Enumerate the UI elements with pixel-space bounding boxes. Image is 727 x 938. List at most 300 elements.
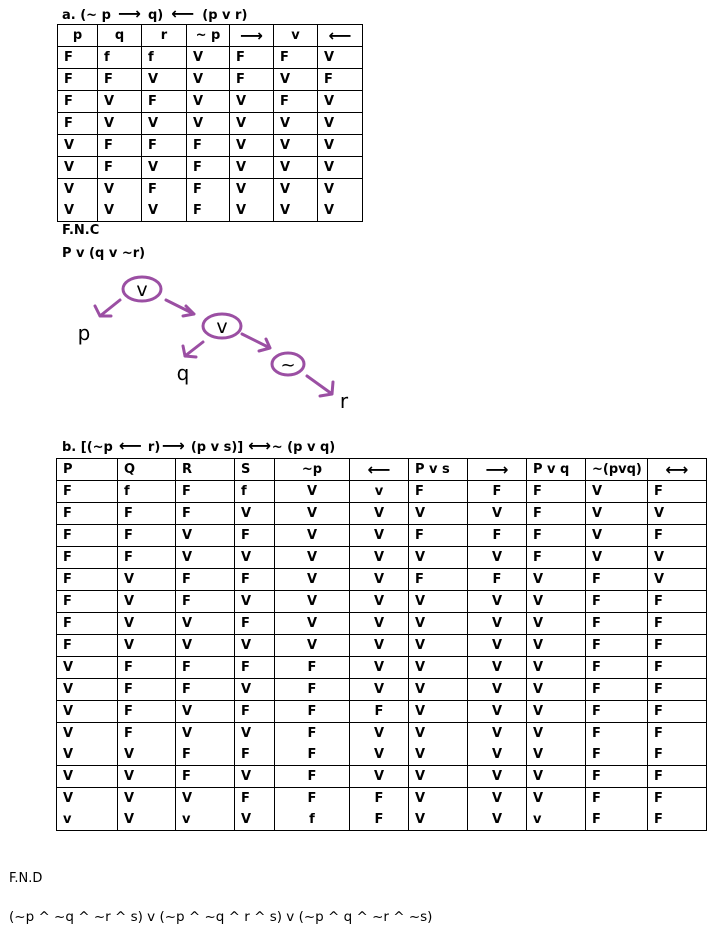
- cell: F: [176, 481, 235, 503]
- cell: F: [98, 135, 142, 157]
- cell: F: [142, 135, 187, 157]
- cell: F: [274, 91, 318, 113]
- cell: F: [57, 591, 118, 613]
- cell: F: [586, 569, 648, 591]
- cell: F: [409, 569, 468, 591]
- cell: V: [468, 788, 527, 810]
- cell: V: [230, 179, 274, 201]
- cell: V: [57, 788, 118, 810]
- table-a-header: [58, 25, 363, 47]
- cell: V: [235, 591, 275, 613]
- cell: V: [409, 788, 468, 810]
- cell: V: [98, 91, 142, 113]
- cell: F: [176, 569, 235, 591]
- cell: V: [409, 679, 468, 701]
- cell: F: [275, 679, 350, 701]
- cell: F: [176, 679, 235, 701]
- cell: F: [586, 657, 648, 679]
- header-not-p: ~ p: [187, 25, 230, 47]
- cell: V: [118, 569, 176, 591]
- header-implies: ⟶: [230, 25, 274, 47]
- root-or-node-label: v: [136, 279, 148, 301]
- cell: f: [142, 47, 187, 69]
- cell: V: [142, 157, 187, 179]
- cell: F: [235, 701, 275, 723]
- cell: F: [230, 47, 274, 69]
- cell: V: [118, 613, 176, 635]
- title-b-part-2: r): [147, 440, 161, 455]
- table-row: [58, 157, 363, 179]
- arrow-to-not-icon: [242, 334, 270, 351]
- header-P: P: [57, 459, 118, 481]
- cell: V: [275, 613, 350, 635]
- header-reverse-implies: ⟵: [318, 25, 363, 47]
- header-not-p-or-q: ~(pvq): [586, 459, 648, 481]
- cell: v: [350, 481, 409, 503]
- right-arrow-icon: ⟶: [117, 4, 141, 23]
- cell: F: [586, 788, 648, 810]
- fnd-formula: (~p ^ ~q ^ ~r ^ s) v (~p ^ ~q ^ r ^ s) v (~p ^ q ^ ~r ^ ~s): [9, 909, 433, 925]
- cell: F: [275, 744, 350, 766]
- cell: F: [275, 701, 350, 723]
- cell: V: [176, 723, 235, 745]
- cell: V: [58, 179, 98, 201]
- cell: F: [187, 200, 230, 222]
- table-row: [57, 701, 707, 723]
- cell: F: [275, 657, 350, 679]
- arrow-to-mid-icon: [166, 300, 194, 316]
- cell: F: [235, 788, 275, 810]
- cell: V: [118, 809, 176, 831]
- section-b-title: [62, 436, 335, 455]
- cell: V: [527, 679, 586, 701]
- cell: F: [176, 591, 235, 613]
- header-S: S: [235, 459, 275, 481]
- cell: V: [58, 157, 98, 179]
- cell: v: [527, 809, 586, 831]
- cell: V: [350, 503, 409, 525]
- header-implies: ⟶: [468, 459, 527, 481]
- cell: V: [118, 635, 176, 657]
- cell: V: [350, 679, 409, 701]
- mid-or-node-label: v: [216, 316, 228, 338]
- cell: V: [318, 157, 363, 179]
- cell: F: [648, 481, 707, 503]
- header-q: q: [98, 25, 142, 47]
- cell: F: [235, 613, 275, 635]
- title-a-part-1: a. (~ p: [62, 8, 111, 23]
- cell: V: [350, 766, 409, 788]
- table-row: [57, 635, 707, 657]
- cell: f: [118, 481, 176, 503]
- header-or: v: [274, 25, 318, 47]
- cell: V: [527, 613, 586, 635]
- cell: V: [409, 766, 468, 788]
- header-r: r: [142, 25, 187, 47]
- cell: V: [176, 547, 235, 569]
- fnc-formula: P v (q v ~r): [62, 246, 146, 261]
- cell: V: [275, 481, 350, 503]
- cell: V: [350, 569, 409, 591]
- arrow-to-p-icon: [95, 300, 120, 316]
- section-a-title: [62, 4, 247, 23]
- cell: F: [57, 481, 118, 503]
- cell: V: [275, 525, 350, 547]
- cell: V: [648, 569, 707, 591]
- table-row: [58, 135, 363, 157]
- cell: F: [648, 657, 707, 679]
- cell: F: [586, 744, 648, 766]
- cell: F: [586, 809, 648, 831]
- title-b-part-1: b. [(~p: [62, 440, 113, 455]
- table-row: [57, 569, 707, 591]
- table-row: [58, 179, 363, 201]
- cell: V: [118, 788, 176, 810]
- cell: V: [409, 657, 468, 679]
- cell: F: [98, 157, 142, 179]
- cell: V: [527, 701, 586, 723]
- cell: V: [235, 723, 275, 745]
- left-arrow-icon: ⟵: [118, 436, 142, 455]
- cell: F: [648, 613, 707, 635]
- cell: V: [350, 723, 409, 745]
- cell: V: [318, 200, 363, 222]
- cell: F: [142, 179, 187, 201]
- cell: F: [57, 547, 118, 569]
- cell: V: [118, 591, 176, 613]
- cell: F: [57, 569, 118, 591]
- cell: V: [527, 766, 586, 788]
- cell: F: [118, 679, 176, 701]
- cell: F: [176, 744, 235, 766]
- cell: F: [586, 723, 648, 745]
- syntax-tree-diagram: [70, 268, 360, 418]
- cell: F: [57, 635, 118, 657]
- table-row: [58, 69, 363, 91]
- cell: V: [57, 657, 118, 679]
- cell: V: [176, 701, 235, 723]
- cell: F: [58, 69, 98, 91]
- cell: F: [176, 657, 235, 679]
- cell: V: [230, 157, 274, 179]
- cell: V: [274, 135, 318, 157]
- cell: V: [586, 525, 648, 547]
- header-not-p: ~p: [275, 459, 350, 481]
- header-p-or-q: P v q: [527, 459, 586, 481]
- cell: F: [648, 635, 707, 657]
- header-biconditional: ⟷: [648, 459, 707, 481]
- cell: F: [648, 744, 707, 766]
- cell: F: [648, 788, 707, 810]
- cell: V: [57, 766, 118, 788]
- table-b-header: [57, 459, 707, 481]
- cell: V: [409, 744, 468, 766]
- cell: F: [274, 47, 318, 69]
- cell: V: [409, 591, 468, 613]
- cell: V: [350, 635, 409, 657]
- cell: V: [118, 744, 176, 766]
- cell: V: [274, 157, 318, 179]
- cell: V: [350, 744, 409, 766]
- table-row: [57, 547, 707, 569]
- cell: F: [409, 481, 468, 503]
- cell: V: [274, 179, 318, 201]
- cell: V: [176, 635, 235, 657]
- header-reverse-implies: ⟵: [350, 459, 409, 481]
- cell: V: [409, 723, 468, 745]
- cell: V: [176, 788, 235, 810]
- cell: F: [586, 766, 648, 788]
- cell: V: [468, 635, 527, 657]
- cell: V: [318, 47, 363, 69]
- cell: V: [648, 503, 707, 525]
- cell: F: [235, 525, 275, 547]
- cell: V: [57, 744, 118, 766]
- cell: F: [586, 591, 648, 613]
- cell: F: [118, 723, 176, 745]
- cell: V: [57, 701, 118, 723]
- cell: F: [527, 525, 586, 547]
- table-row: [58, 47, 363, 69]
- cell: F: [527, 547, 586, 569]
- cell: V: [318, 179, 363, 201]
- cell: F: [187, 157, 230, 179]
- cell: V: [350, 657, 409, 679]
- cell: V: [527, 788, 586, 810]
- cell: V: [527, 744, 586, 766]
- cell: F: [409, 525, 468, 547]
- cell: V: [527, 569, 586, 591]
- cell: V: [187, 91, 230, 113]
- truth-table-b: [56, 458, 707, 831]
- cell: F: [586, 679, 648, 701]
- cell: F: [318, 69, 363, 91]
- cell: F: [58, 91, 98, 113]
- cell: F: [235, 657, 275, 679]
- cell: V: [57, 723, 118, 745]
- cell: V: [468, 503, 527, 525]
- cell: F: [187, 135, 230, 157]
- cell: V: [58, 135, 98, 157]
- cell: V: [235, 503, 275, 525]
- title-b-part-4: ~ (p v q): [271, 440, 336, 455]
- cell: F: [176, 503, 235, 525]
- cell: V: [468, 809, 527, 831]
- header-R: R: [176, 459, 235, 481]
- cell: f: [275, 809, 350, 831]
- cell: F: [58, 47, 98, 69]
- cell: V: [527, 723, 586, 745]
- cell: F: [648, 701, 707, 723]
- cell: v: [176, 809, 235, 831]
- arrow-to-r-icon: [307, 376, 333, 396]
- cell: F: [176, 766, 235, 788]
- cell: V: [468, 766, 527, 788]
- table-row: [57, 525, 707, 547]
- cell: V: [230, 135, 274, 157]
- cell: V: [527, 635, 586, 657]
- cell: V: [230, 91, 274, 113]
- cell: V: [468, 547, 527, 569]
- cell: V: [468, 613, 527, 635]
- cell: V: [275, 635, 350, 657]
- fnd-label: F.N.D: [9, 871, 43, 886]
- cell: V: [468, 591, 527, 613]
- cell: F: [275, 766, 350, 788]
- cell: V: [409, 635, 468, 657]
- cell: V: [176, 613, 235, 635]
- cell: F: [275, 723, 350, 745]
- cell: V: [274, 113, 318, 135]
- cell: V: [187, 113, 230, 135]
- cell: F: [230, 69, 274, 91]
- cell: F: [98, 69, 142, 91]
- table-row: [57, 657, 707, 679]
- cell: V: [235, 635, 275, 657]
- cell: V: [468, 723, 527, 745]
- cell: F: [586, 635, 648, 657]
- cell: V: [176, 525, 235, 547]
- cell: F: [57, 503, 118, 525]
- table-row: [57, 788, 707, 810]
- cell: F: [648, 723, 707, 745]
- cell: F: [235, 569, 275, 591]
- cell: V: [409, 503, 468, 525]
- table-row: [57, 723, 707, 745]
- cell: F: [187, 179, 230, 201]
- cell: V: [118, 766, 176, 788]
- cell: f: [235, 481, 275, 503]
- cell: F: [586, 701, 648, 723]
- cell: V: [58, 200, 98, 222]
- cell: F: [118, 525, 176, 547]
- cell: F: [118, 547, 176, 569]
- cell: F: [350, 809, 409, 831]
- truth-table-a: [57, 24, 363, 222]
- table-row: [57, 481, 707, 503]
- cell: F: [350, 701, 409, 723]
- cell: V: [230, 113, 274, 135]
- leaf-r: r: [339, 389, 349, 413]
- cell: V: [409, 701, 468, 723]
- cell: V: [318, 135, 363, 157]
- cell: V: [274, 69, 318, 91]
- not-node-label: ~: [280, 355, 296, 376]
- cell: F: [118, 503, 176, 525]
- leaf-q: q: [176, 361, 190, 385]
- cell: V: [468, 679, 527, 701]
- cell: V: [468, 657, 527, 679]
- cell: F: [235, 744, 275, 766]
- cell: V: [142, 69, 187, 91]
- cell: F: [118, 701, 176, 723]
- cell: V: [409, 547, 468, 569]
- cell: V: [57, 679, 118, 701]
- cell: V: [275, 547, 350, 569]
- header-Q: Q: [118, 459, 176, 481]
- cell: V: [409, 809, 468, 831]
- cell: V: [318, 91, 363, 113]
- table-row: [58, 91, 363, 113]
- cell: V: [318, 113, 363, 135]
- cell: V: [468, 744, 527, 766]
- cell: F: [586, 613, 648, 635]
- right-arrow-icon: ⟶: [161, 436, 185, 455]
- cell: v: [57, 809, 118, 831]
- cell: V: [235, 809, 275, 831]
- cell: V: [350, 613, 409, 635]
- cell: F: [58, 113, 98, 135]
- cell: V: [409, 613, 468, 635]
- cell: F: [648, 809, 707, 831]
- cell: F: [527, 503, 586, 525]
- title-a-part-3: (p v r): [202, 8, 248, 23]
- cell: V: [275, 569, 350, 591]
- cell: V: [98, 113, 142, 135]
- cell: V: [350, 547, 409, 569]
- cell: F: [142, 91, 187, 113]
- header-p-or-s: P v s: [409, 459, 468, 481]
- cell: F: [527, 481, 586, 503]
- cell: F: [57, 525, 118, 547]
- cell: V: [527, 591, 586, 613]
- header-p: p: [58, 25, 98, 47]
- cell: V: [98, 179, 142, 201]
- cell: V: [350, 525, 409, 547]
- table-row: [57, 679, 707, 701]
- cell: V: [586, 547, 648, 569]
- arrow-to-q-icon: [183, 342, 203, 357]
- cell: V: [527, 657, 586, 679]
- cell: F: [648, 591, 707, 613]
- cell: F: [275, 788, 350, 810]
- cell: V: [586, 503, 648, 525]
- cell: F: [648, 525, 707, 547]
- cell: V: [142, 200, 187, 222]
- cell: V: [235, 679, 275, 701]
- title-b-part-3: (p v s)]: [190, 440, 244, 455]
- cell: V: [187, 69, 230, 91]
- table-row: [57, 503, 707, 525]
- cell: F: [648, 679, 707, 701]
- cell: V: [350, 591, 409, 613]
- cell: F: [350, 788, 409, 810]
- cell: F: [118, 657, 176, 679]
- cell: V: [98, 200, 142, 222]
- cell: F: [468, 481, 527, 503]
- table-row: [57, 744, 707, 766]
- cell: V: [235, 547, 275, 569]
- cell: V: [187, 47, 230, 69]
- table-row: [58, 113, 363, 135]
- table-row: [57, 766, 707, 788]
- table-row: [57, 591, 707, 613]
- cell: F: [468, 525, 527, 547]
- fnc-label: F.N.C: [62, 223, 100, 238]
- cell: F: [468, 569, 527, 591]
- cell: V: [275, 591, 350, 613]
- cell: F: [648, 766, 707, 788]
- cell: f: [98, 47, 142, 69]
- left-arrow-icon: ⟵: [171, 4, 195, 23]
- cell: V: [230, 200, 274, 222]
- biconditional-arrow-icon: ⟷: [248, 436, 272, 455]
- cell: V: [142, 113, 187, 135]
- cell: V: [468, 701, 527, 723]
- cell: V: [274, 200, 318, 222]
- cell: F: [57, 613, 118, 635]
- cell: V: [275, 503, 350, 525]
